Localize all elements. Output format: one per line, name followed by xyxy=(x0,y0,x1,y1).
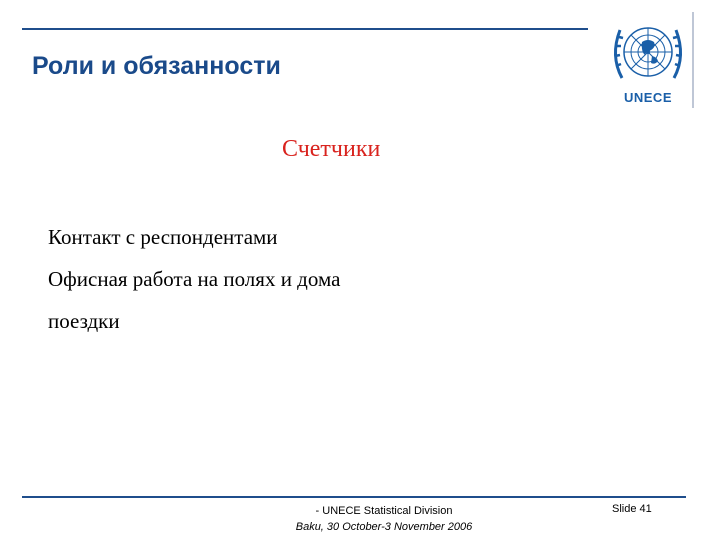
footer-line-2: Baku, 30 October-3 November 2006 xyxy=(295,521,473,533)
list-item: Офисная работа на полях и дома xyxy=(48,267,341,291)
list-item: поездки xyxy=(48,309,120,333)
un-emblem-icon xyxy=(608,16,688,90)
bottom-rule xyxy=(22,496,686,498)
slide-title: Роли и обязанности xyxy=(32,52,281,80)
unece-logo xyxy=(604,12,694,108)
list-item: Контакт с респондентами xyxy=(48,225,278,249)
slide-subtitle: Счетчики xyxy=(282,136,381,162)
slide-number: Slide 41 xyxy=(612,503,652,515)
top-rule xyxy=(22,28,588,30)
footer-line-1: - UNECE Statistical Division xyxy=(315,505,453,517)
bullet-list xyxy=(48,222,340,348)
footer-text xyxy=(262,503,506,535)
logo-label: UNECE xyxy=(623,90,672,105)
